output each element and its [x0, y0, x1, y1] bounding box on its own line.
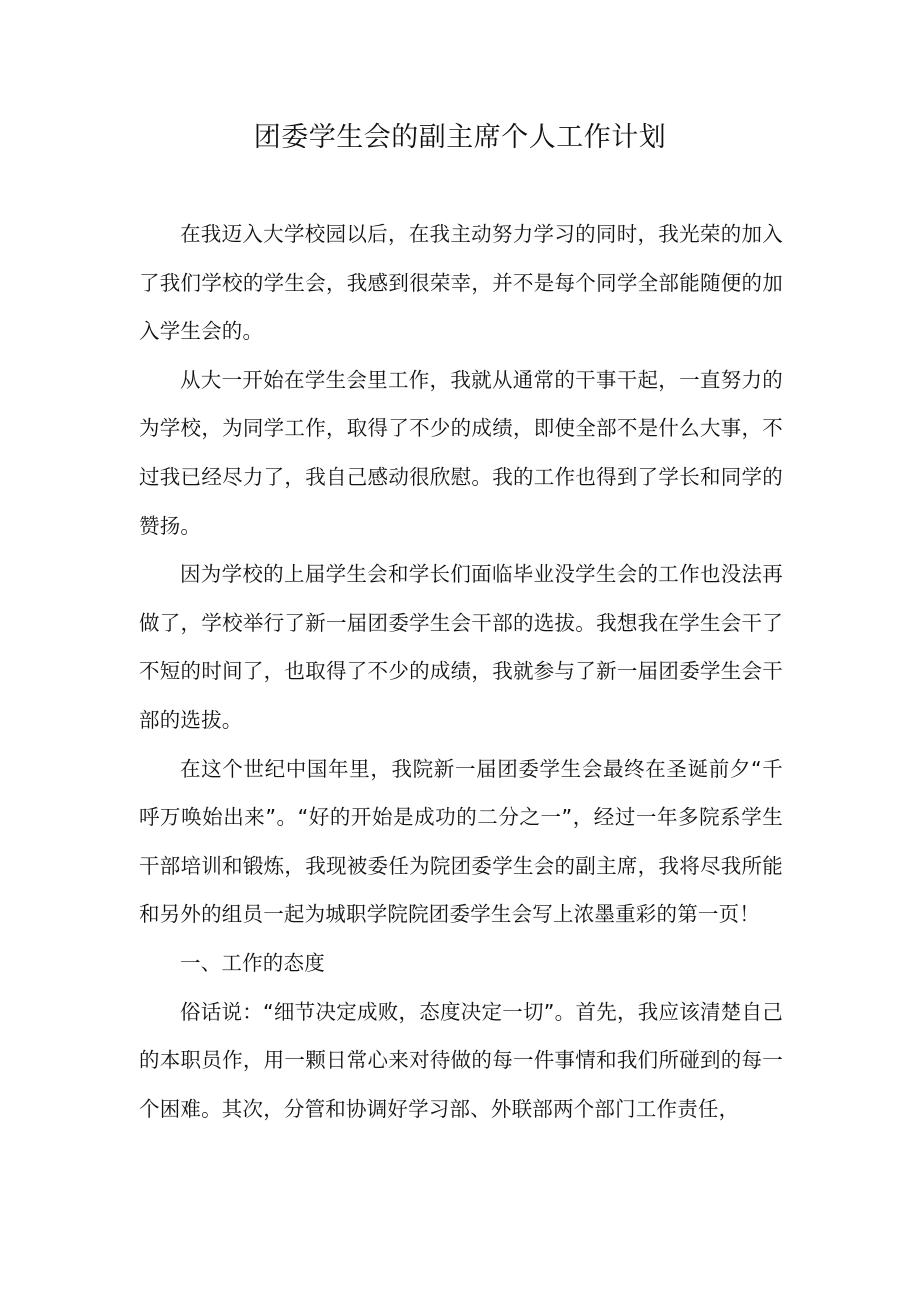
paragraph-intro: 在我迈入大学校园以后，在我主动努力学习的同时，我光荣的加入了我们学校的学生会，我感到很荣幸，并不是每个同学全部能随便的加入学生会的。	[139, 222, 783, 344]
document-title: 团委学生会的副主席个人工作计划	[253, 122, 667, 153]
paragraph-attitude: 俗话说：“细节决定成败，态度决定一切”。首先，我应该清楚自己的本职员作，用一颗日常心来对待做的每一件事情和我们所碰到的每一个困难。其次，分管和协调好学习部、外联部两个部门工作责任，	[139, 999, 783, 1121]
section-heading-attitude: 一、工作的态度	[180, 950, 325, 975]
paragraph-experience: 从大一开始在学生会里工作，我就从通常的干事干起，一直努力的为学校，为同学工作，取得了不少的成绩，即使全部不是什么大事，不过我已经尽力了，我自己感动很欣慰。我的工作也得到了学长和同学的赞扬。	[139, 367, 783, 538]
paragraph-appointment: 在这个世纪中国年里，我院新一届团委学生会最终在圣诞前夕“千呼万唤始出来”。“好的开始是成功的二分之一”，经过一年多院系学生干部培训和锻炼，我现被委任为院团委学生会的副主席，我将尽我所能和另外的组员一起为城职学院院团委学生会写上浓墨重彩的第一页！	[139, 756, 783, 927]
document-body	[139, 210, 783, 1133]
paragraph-election: 因为学校的上届学生会和学长们面临毕业没学生会的工作也没法再做了，学校举行了新一届团委学生会干部的选拔。我想我在学生会干了不短的时间了，也取得了不少的成绩，我就参与了新一届团委学生会干部的选拔。	[139, 562, 783, 732]
